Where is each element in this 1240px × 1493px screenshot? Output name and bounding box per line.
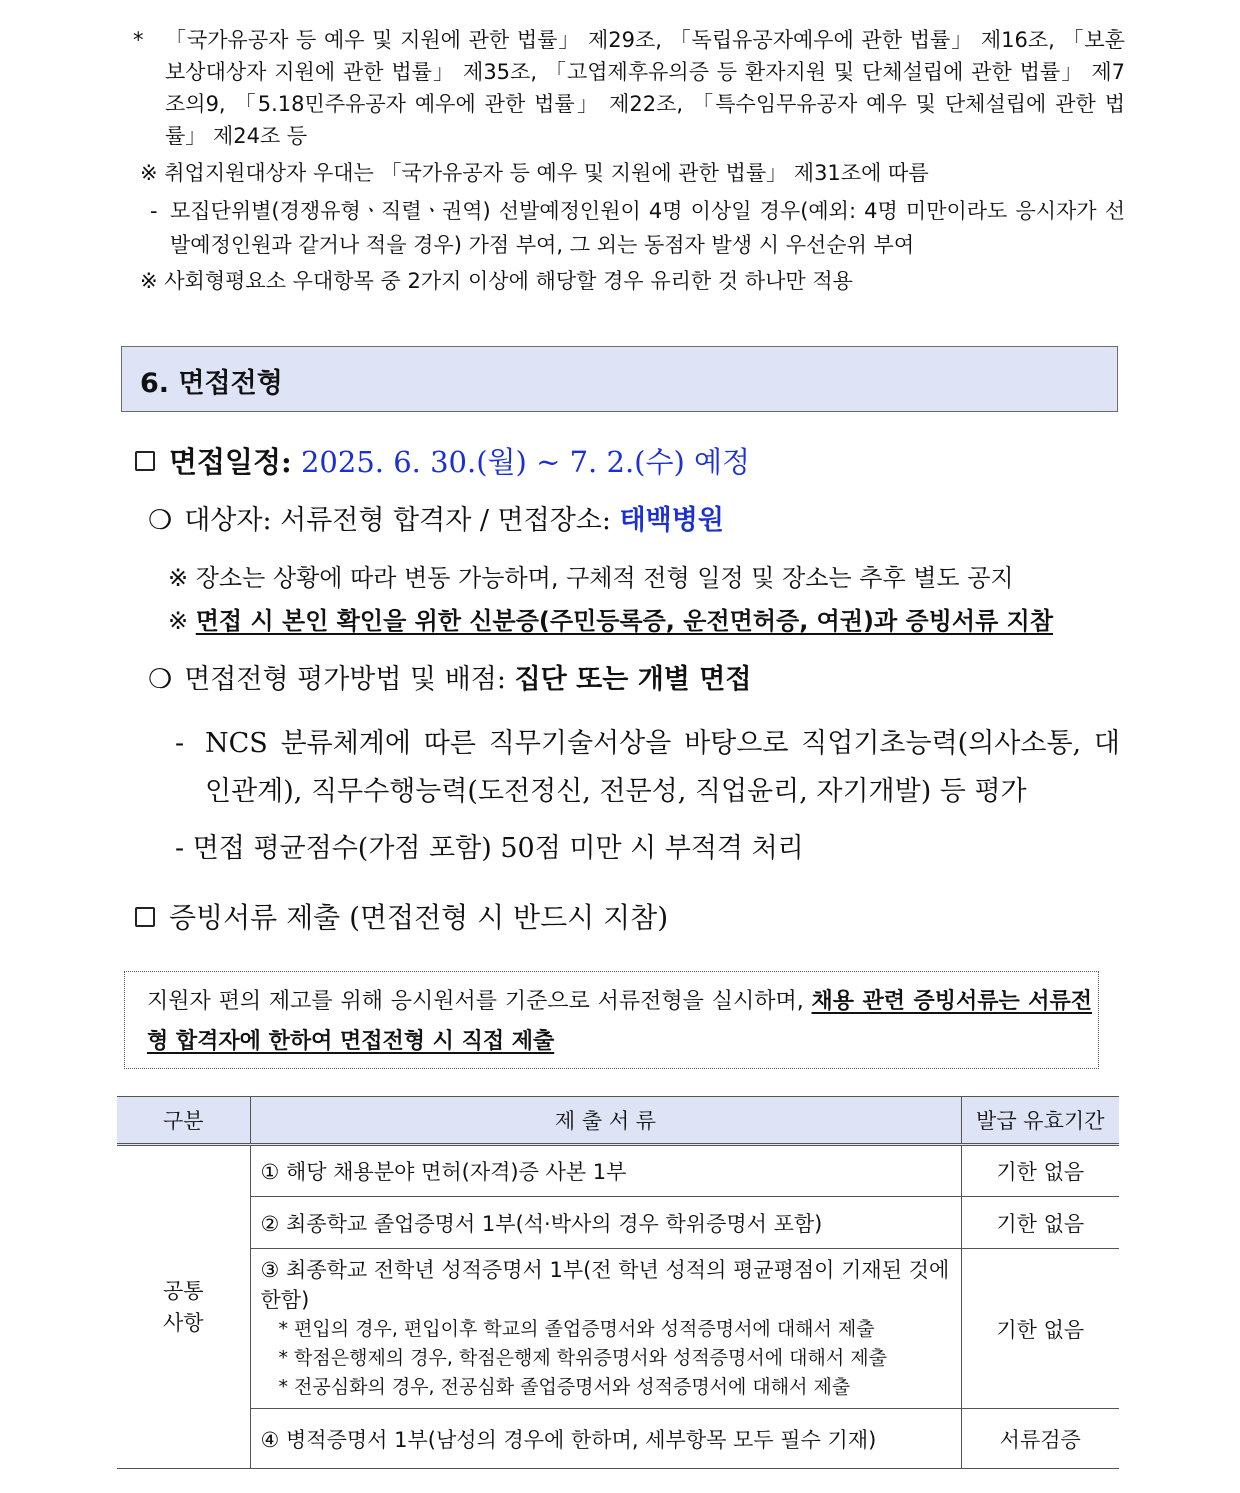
header-documents: 제 출 서 류 [250,1097,961,1145]
law-text: 「국가유공자 등 예우 및 지원에 관한 법률」 제29조, 「독립유공자예우에 관한 법률」 제16조, 「보훈보상대상자 지원에 관한 법률」 제35조, 「고엽제후유의증 등 환자지원 및 단체설립에 관한 법률」 제7조의9, 「5.18민주유공자 예우에 관한 법률」 제22조, 「특수임무유공자 예우 및 단체설립에 관한 법률」 제24조 등 [165,28,1125,148]
schedule-value: 2025. 6. 30.(월) ~ 7. 2.(수) 예정 [300,445,751,479]
note-mark: ※ [168,607,189,635]
checkbox-square-icon [135,451,155,471]
doc-validity: 기한 없음 [961,1197,1119,1249]
docs-info-text [147,982,1092,1062]
target-label: 대상자: 서류전형 합격자 / 면접장소: [184,505,611,536]
section-header [121,346,1118,412]
social-equity-note: ※ 사회형평요소 우대항목 중 2가지 이상에 해당할 경우 유리한 것 하나만 적용 [140,269,853,293]
header-category: 구분 [117,1097,250,1145]
id-required-note [168,604,1053,638]
bonus-dash: - [150,199,158,223]
circle-bullet-icon: ❍ [148,505,173,536]
item-dash: - [175,728,185,759]
header-validity: 발급 유효기간 [961,1097,1119,1145]
documents-table [117,1096,1119,1469]
law-star: * [133,28,144,52]
method-item-ncs [175,720,1120,816]
circle-bullet-icon: ❍ [148,664,173,695]
method-item-score: - 면접 평균점수(가점 포함) 50점 미만 시 부적격 처리 [175,833,804,864]
evaluation-method [148,661,751,699]
table-row [117,1249,1119,1409]
category-line2: 사항 [162,1311,204,1335]
doc-validity: 기한 없음 [961,1145,1119,1197]
docs-info-bold: 채용 관련 증빙서류는 서류전형 합격자에 한하여 면접전형 시 직접 제출 [147,989,1092,1054]
bonus-points-note [150,194,1125,262]
docs-info-box [124,971,1099,1069]
interview-place: 태백병원 [619,505,724,536]
method-value: 집단 또는 개별 면접 [514,664,752,695]
method-label: 면접전형 평가방법 및 배점: [184,664,506,695]
table-row [117,1197,1119,1249]
doc-item: ④ 병적증명서 1부(남성의 경우에 한하며, 세부항목 모두 필수 기재) [250,1409,961,1469]
interview-target [148,502,724,540]
doc-subnote: * 학점은행제의 경우, 학점은행제 학위증명서와 성적증명서에 대해서 제출 [278,1347,887,1369]
doc-validity: 서류검증 [961,1409,1119,1469]
checkbox-square-icon [135,907,155,927]
doc-validity: 기한 없음 [961,1249,1119,1409]
category-line1: 공통 [162,1279,204,1303]
docs-heading-text: 증빙서류 제출 (면접전형 시 반드시 지참) [169,901,669,934]
section-title: 6. 면접전형 [140,368,283,399]
ncs-text: NCS 분류체계에 따른 직무기술서상을 바탕으로 직업기초능력(의사소통, 대인관계), 직무수행능력(도전정신, 전문성, 직업윤리, 자기개발) 등 평가 [205,728,1120,807]
table-header-row [117,1097,1119,1145]
doc-item: ① 해당 채용분야 면허(자격)증 사본 1부 [250,1145,961,1197]
category-cell [117,1145,250,1469]
schedule-label: 면접일정: [169,445,292,479]
law-reference-note [133,24,1125,152]
table-row [117,1145,1119,1197]
interview-schedule [135,442,750,482]
place-change-note: ※ 장소는 상황에 따라 변동 가능하며, 구체적 전형 일정 및 장소는 추후 별도 공지 [168,564,1014,592]
docs-heading [135,898,668,938]
employment-support-note: ※ 취업지원대상자 우대는 「국가유공자 등 예우 및 지원에 관한 법률」 제31조에 따름 [140,161,929,185]
doc-subnote: * 전공심화의 경우, 전공심화 졸업증명서와 성적증명서에 대해서 제출 [278,1376,851,1398]
doc-item: ③ 최종학교 전학년 성적증명서 1부(전 학년 성적의 평균평점이 기재된 것에 한함) [260,1258,950,1312]
doc-item: ② 최종학교 졸업증명서 1부(석·박사의 경우 학위증명서 포함) [250,1197,961,1249]
bonus-text: 모집단위별(경쟁유형ㆍ직렬ㆍ권역) 선발예정인원이 4명 이상일 경우(예외: 4명 미만이라도 응시자가 선발예정인원과 같거나 적을 경우) 가점 부여, 그 외는 동점자 발생 시 우선순위 부여 [170,199,1125,257]
table-row [117,1409,1119,1469]
doc-item-multi [250,1249,961,1409]
docs-info-plain: 지원자 편의 제고를 위해 응시원서를 기준으로 서류전형을 실시하며, [147,989,804,1014]
id-required-text: 면접 시 본인 확인을 위한 신분증(주민등록증, 운전면허증, 여권)과 증빙서류 지참 [195,607,1054,635]
doc-subnote: * 편입의 경우, 편입이후 학교의 졸업증명서와 성적증명서에 대해서 제출 [278,1318,875,1340]
